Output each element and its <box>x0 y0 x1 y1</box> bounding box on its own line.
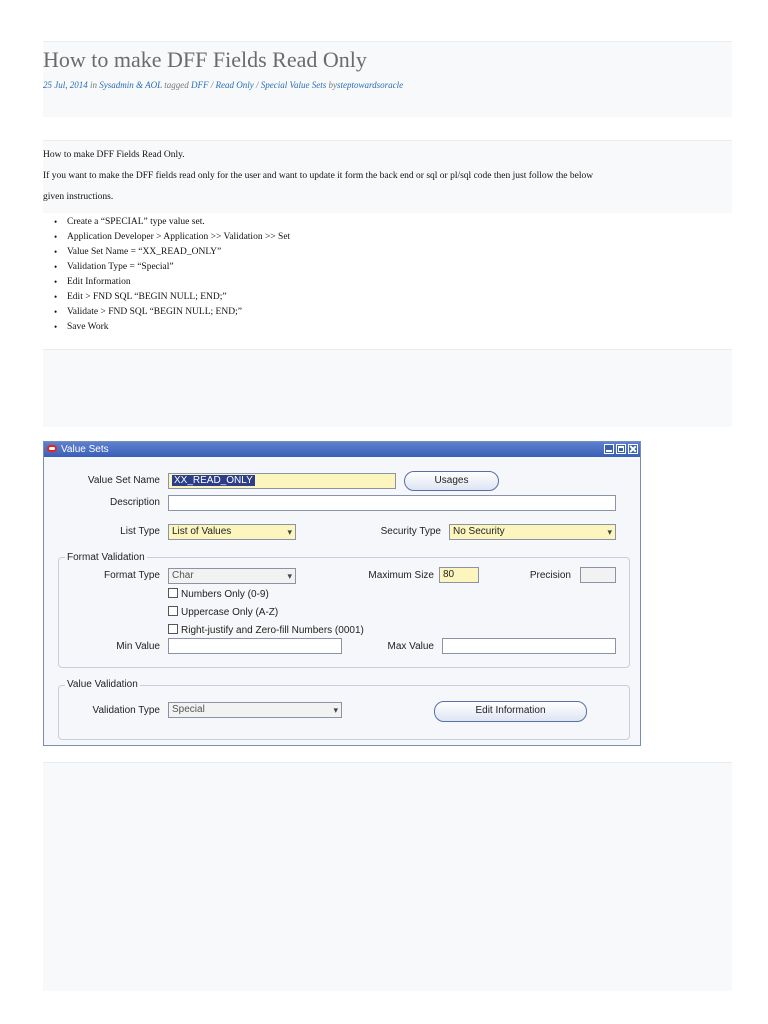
list-type-label: List Type <box>120 526 160 537</box>
precision-field[interactable] <box>580 567 616 583</box>
numbers-only-label: Numbers Only (0-9) <box>181 589 269 600</box>
tag-link-read-only[interactable]: Read Only <box>215 80 254 90</box>
right-justify-label: Right-justify and Zero-fill Numbers (0001) <box>181 625 364 636</box>
by-word: by <box>328 80 337 90</box>
minimize-icon[interactable] <box>604 444 614 454</box>
format-validation-title: Format Validation <box>67 552 145 563</box>
format-type-value: Char <box>172 570 194 581</box>
maximum-size-field[interactable]: 80 <box>439 567 479 583</box>
in-word: in <box>90 80 98 90</box>
right-justify-checkbox[interactable] <box>168 624 364 637</box>
validation-type-label: Validation Type <box>92 705 160 716</box>
list-item: • Validate > FND SQL “BEGIN NULL; END;” <box>43 305 732 320</box>
validation-type-select[interactable] <box>168 702 342 718</box>
author-link[interactable]: steptowardsoracle <box>336 80 404 90</box>
blank-block <box>43 349 732 427</box>
numbers-only-checkbox[interactable] <box>168 588 269 601</box>
max-value-label: Max Value <box>387 641 434 652</box>
checkbox-box <box>168 588 178 598</box>
max-value-field[interactable] <box>442 638 616 654</box>
security-type-select[interactable] <box>449 524 616 540</box>
maximum-size-label: Maximum Size <box>368 570 434 581</box>
format-type-select[interactable] <box>168 568 296 584</box>
tag-separator: / <box>255 80 259 90</box>
precision-label: Precision <box>529 570 571 581</box>
window-title: Value Sets <box>61 444 109 455</box>
tag-link-dff[interactable]: DFF <box>190 80 209 90</box>
value-sets-window <box>43 441 641 746</box>
uppercase-only-label: Uppercase Only (A-Z) <box>181 607 279 618</box>
blank-block <box>43 762 732 991</box>
list-item: • Validation Type = “Special” <box>43 260 732 275</box>
close-icon[interactable] <box>628 444 638 454</box>
list-item: • Create a “SPECIAL” type value set. <box>43 215 732 230</box>
oracle-logo-icon <box>47 445 57 452</box>
value-set-name-field[interactable] <box>168 473 396 489</box>
post-meta <box>43 80 403 90</box>
intro-line: If you want to make the DFF fields read only for the user and want to update it form the back end or sql or pl/sql code then just follow the below <box>43 171 594 181</box>
list-item: • Edit > FND SQL “BEGIN NULL; END;” <box>43 290 732 305</box>
validation-type-value: Special <box>172 704 205 715</box>
category-link[interactable]: Sysadmin & AOL <box>99 80 162 90</box>
maximize-icon[interactable] <box>616 444 626 454</box>
list-item: • Edit Information <box>43 275 732 290</box>
description-label: Description <box>109 497 160 508</box>
window-titlebar[interactable] <box>44 442 640 457</box>
intro-line: given instructions. <box>43 192 114 202</box>
post-header <box>43 41 732 117</box>
list-type-select[interactable] <box>168 524 296 540</box>
value-validation-title: Value Validation <box>67 679 138 690</box>
description-field[interactable] <box>168 495 616 511</box>
list-type-value: List of Values <box>172 526 232 537</box>
intro-section <box>43 140 732 213</box>
post-date-link[interactable]: 25 Jul, 2014 <box>43 80 88 90</box>
usages-button[interactable]: Usages <box>404 471 499 491</box>
value-set-name-value: XX_READ_ONLY <box>174 475 253 486</box>
intro-line: How to make DFF Fields Read Only. <box>43 150 185 160</box>
list-item: • Save Work <box>43 320 732 335</box>
steps-list <box>43 215 732 335</box>
value-set-name-label: Value Set Name <box>87 475 160 486</box>
tagged-word: tagged <box>164 80 189 90</box>
post-title: How to make DFF Fields Read Only <box>43 47 367 72</box>
tag-separator: / <box>210 80 214 90</box>
checkbox-box <box>168 624 178 634</box>
security-type-label: Security Type <box>380 526 441 537</box>
list-item: • Value Set Name = “XX_READ_ONLY” <box>43 245 732 260</box>
min-value-label: Min Value <box>116 641 160 652</box>
min-value-field[interactable] <box>168 638 342 654</box>
checkbox-box <box>168 606 178 616</box>
list-item: • Application Developer > Application >> Validation >> Set <box>43 230 732 245</box>
edit-information-button[interactable]: Edit Information <box>434 701 587 722</box>
uppercase-only-checkbox[interactable] <box>168 606 278 619</box>
security-type-value: No Security <box>453 526 505 537</box>
tag-link-special-value-sets[interactable]: Special Value Sets <box>260 80 327 90</box>
format-type-label: Format Type <box>104 570 160 581</box>
